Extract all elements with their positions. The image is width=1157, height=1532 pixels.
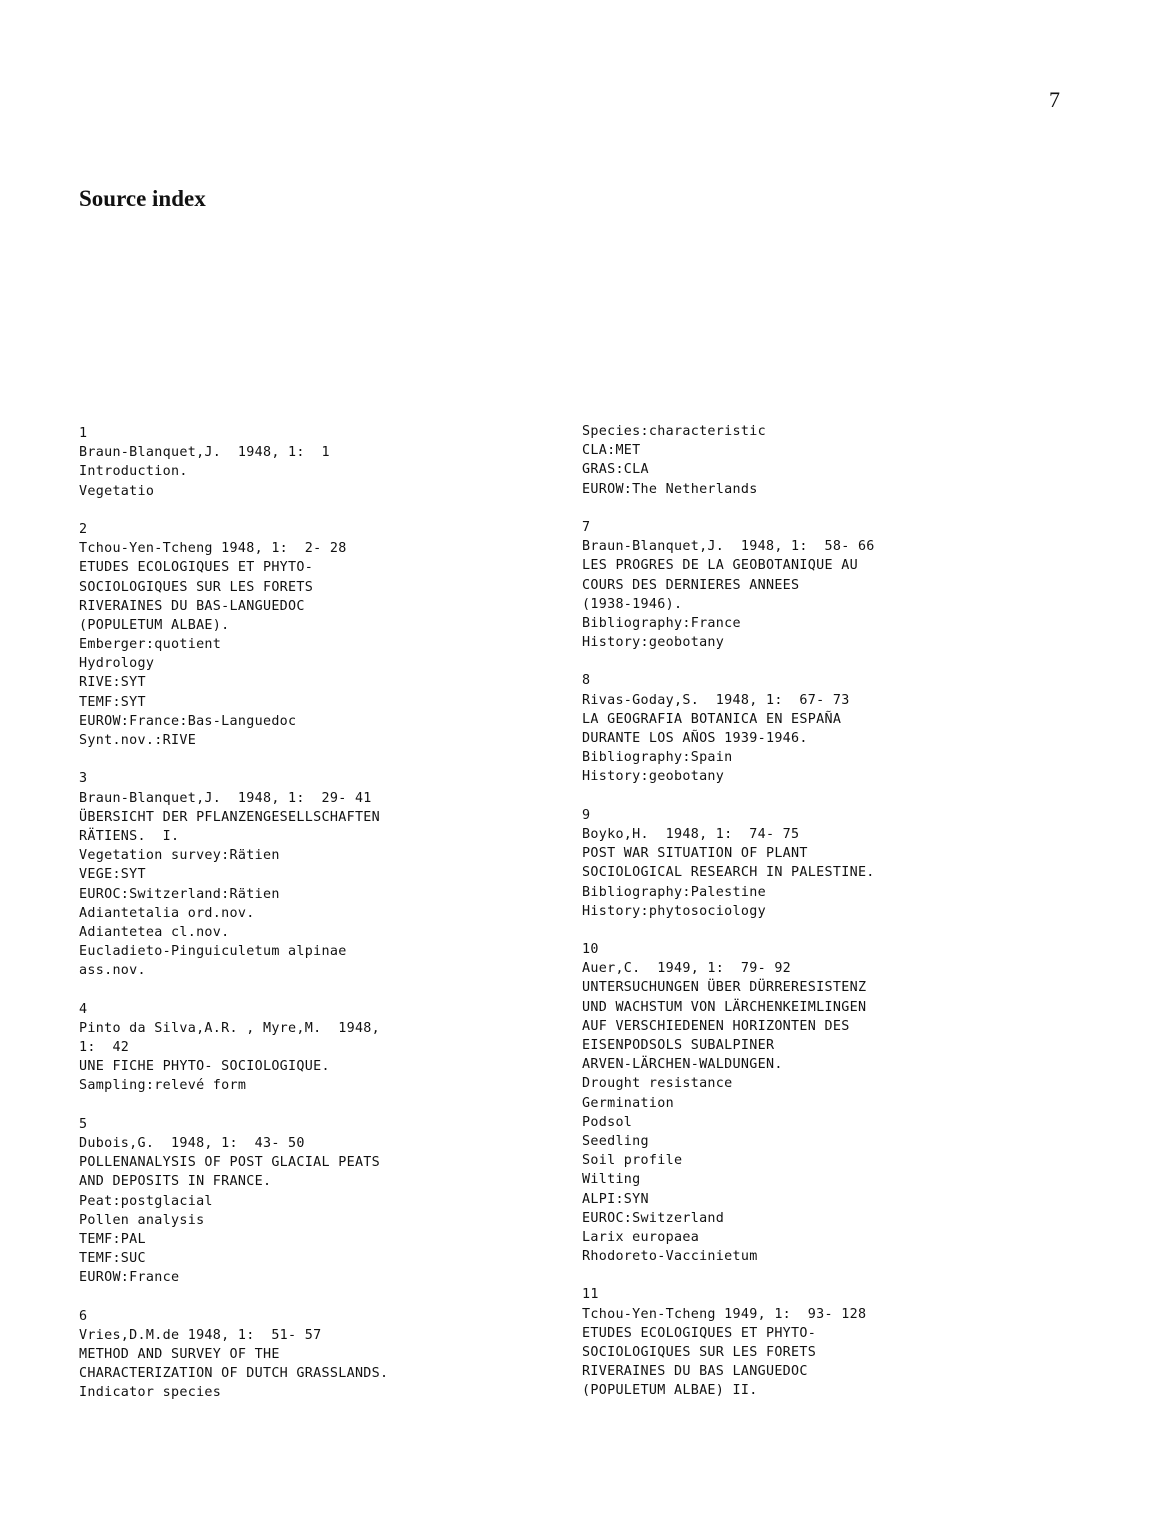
- entry-line: Germination: [582, 1095, 674, 1111]
- entry-line: (POPULETUM ALBAE) II.: [582, 1383, 758, 1399]
- entry-line: Podsol: [582, 1114, 633, 1130]
- entry-line: VEGE:SYT: [79, 867, 146, 883]
- right-column: [582, 422, 1052, 1420]
- entry-line: RÄTIENS. I.: [79, 828, 180, 844]
- entry-line: Bibliography:Spain: [582, 750, 733, 766]
- entry-line: Pollen analysis: [79, 1212, 205, 1228]
- entry-line: Bibliography:Palestine: [582, 884, 766, 900]
- entry-line: CHARACTERIZATION OF DUTCH GRASSLANDS.: [79, 1366, 389, 1382]
- entry-line: TEMF:SUC: [79, 1251, 146, 1267]
- entry-line: (1938-1946).: [582, 596, 683, 612]
- entry-line: Adiantetalia ord.nov.: [79, 905, 255, 921]
- entry-line: Rhodoreto-Vaccinietum: [582, 1249, 758, 1265]
- entry-line: POST WAR SITUATION OF PLANT: [582, 846, 808, 862]
- entry-line: Larix europaea: [582, 1229, 700, 1245]
- entry-line: Indicator species: [79, 1385, 222, 1401]
- entry-line: TEMF:PAL: [79, 1231, 146, 1247]
- entry-line: History:geobotany: [582, 769, 725, 785]
- entry-line: RIVE:SYT: [79, 675, 146, 691]
- entry-line: Bibliography:France: [582, 615, 741, 631]
- entry-line: (POPULETUM ALBAE).: [79, 617, 230, 633]
- entry-number: 1: [79, 426, 88, 441]
- entry-number: 9: [582, 807, 591, 823]
- entry-line: Wilting: [582, 1172, 641, 1188]
- entry-line: Peat:postglacial: [79, 1193, 213, 1209]
- entry-line: METHOD AND SURVEY OF THE: [79, 1347, 280, 1362]
- entry-line: SOCIOLOGIQUES SUR LES FORETS: [79, 579, 314, 595]
- entry-line: RIVERAINES DU BAS-LANGUEDOC: [79, 598, 305, 614]
- index-entry: [79, 1000, 549, 1096]
- entry-line: SOCIOLOGIQUES SUR LES FORETS: [582, 1345, 817, 1360]
- entry-line: Vegetatio: [79, 483, 155, 499]
- entry-line: AUF VERSCHIEDENEN HORIZONTEN DES: [582, 1018, 850, 1034]
- entry-line: EUROC:Switzerland:Rätien: [79, 886, 280, 902]
- index-entry: [582, 518, 1052, 652]
- entry-line: History:geobotany: [582, 635, 725, 651]
- entry-line: Dubois,G. 1948, 1: 43- 50: [79, 1135, 305, 1151]
- entry-line: ÜBERSICHT DER PFLANZENGESELLSCHAFTEN: [79, 809, 381, 825]
- entry-line: Vries,D.M.de 1948, 1: 51- 57: [79, 1327, 322, 1343]
- entry-line: EUROC:Switzerland: [582, 1210, 725, 1226]
- index-entry: [582, 1285, 1052, 1400]
- entry-number: 8: [582, 673, 591, 689]
- index-entry: [582, 940, 1052, 1266]
- entry-line: Sampling:relevé form: [79, 1078, 247, 1094]
- entry-line: GRAS:CLA: [582, 462, 649, 478]
- entry-number: 2: [79, 521, 88, 537]
- entry-line: EUROW:France:Bas-Languedoc: [79, 713, 297, 729]
- entry-line: Adiantetea cl.nov.: [79, 924, 230, 940]
- entry-number: 3: [79, 771, 88, 787]
- entry-number: 6: [79, 1308, 88, 1324]
- index-entry: [582, 422, 1052, 499]
- entry-line: Tchou-Yen-Tcheng 1949, 1: 93- 128: [582, 1306, 867, 1322]
- entry-line: ETUDES ECOLOGIQUES ET PHYTO-: [79, 560, 314, 576]
- entry-line: History:phytosociology: [582, 903, 766, 919]
- entry-line: CLA:MET: [582, 443, 641, 459]
- left-column: [79, 424, 549, 1422]
- entry-line: Tchou-Yen-Tcheng 1948, 1: 2- 28: [79, 541, 347, 557]
- entry-number: 5: [79, 1116, 88, 1132]
- entry-line: Soil profile: [582, 1153, 683, 1169]
- entry-number: 7: [582, 519, 591, 535]
- entry-number: 11: [582, 1287, 599, 1303]
- entry-line: LES PROGRES DE LA GEOBOTANIQUE AU: [582, 558, 858, 574]
- entry-line: EISENPODSOLS SUBALPINER: [582, 1038, 775, 1053]
- index-entry: [79, 520, 549, 750]
- entry-line: ARVEN-LÄRCHEN-WALDUNGEN.: [582, 1057, 783, 1073]
- entry-line: SOCIOLOGICAL RESEARCH IN PALESTINE.: [582, 865, 875, 881]
- entry-line: ALPI:SYN: [582, 1191, 649, 1207]
- page-title: Source index: [79, 186, 206, 211]
- index-entry: [79, 424, 549, 501]
- entry-line: EUROW:France: [79, 1270, 180, 1286]
- entry-line: ass.nov.: [79, 963, 146, 979]
- entry-line: Eucladieto-Pinguiculetum alpinae: [79, 944, 347, 960]
- entry-line: ETUDES ECOLOGIQUES ET PHYTO-: [582, 1325, 817, 1341]
- entry-line: EUROW:The Netherlands: [582, 481, 758, 497]
- entry-line: DURANTE LOS AÑOS 1939-1946.: [582, 731, 808, 746]
- entry-line: Species:characteristic: [582, 424, 766, 439]
- entry-line: Braun-Blanquet,J. 1948, 1: 29- 41: [79, 790, 372, 806]
- entry-line: Synt.nov.:RIVE: [79, 733, 197, 748]
- entry-line: POLLENANALYSIS OF POST GLACIAL PEATS: [79, 1155, 381, 1171]
- index-entry: [79, 1115, 549, 1288]
- entry-line: UND WACHSTUM VON LÄRCHENKEIMLINGEN: [582, 999, 867, 1015]
- entry-line: Emberger:quotient: [79, 637, 222, 653]
- index-entry: [582, 671, 1052, 786]
- entry-line: Drought resistance: [582, 1076, 733, 1092]
- entry-line: UNE FICHE PHYTO- SOCIOLOGIQUE.: [79, 1059, 330, 1075]
- entry-line: COURS DES DERNIERES ANNEES: [582, 577, 800, 593]
- entry-line: RIVERAINES DU BAS LANGUEDOC: [582, 1364, 808, 1380]
- index-entry: [582, 806, 1052, 921]
- entry-number: 4: [79, 1001, 88, 1017]
- entry-line: LA GEOGRAFIA BOTANICA EN ESPAÑA: [582, 711, 842, 727]
- entry-line: Braun-Blanquet,J. 1948, 1: 58- 66: [582, 539, 875, 555]
- entry-line: TEMF:SYT: [79, 694, 146, 710]
- entry-line: Vegetation survey:Rätien: [79, 848, 280, 864]
- entry-line: Braun-Blanquet,J. 1948, 1: 1: [79, 445, 330, 461]
- entry-line: Introduction.: [79, 464, 188, 480]
- entry-line: Rivas-Goday,S. 1948, 1: 67- 73: [582, 692, 850, 708]
- entry-line: Boyko,H. 1948, 1: 74- 75: [582, 826, 800, 842]
- entry-line: AND DEPOSITS IN FRANCE.: [79, 1174, 272, 1190]
- entry-line: Pinto da Silva,A.R. , Myre,M. 1948,: [79, 1020, 381, 1036]
- entry-line: UNTERSUCHUNGEN ÜBER DÜRRERESISTENZ: [582, 980, 867, 996]
- entry-number: 10: [582, 942, 599, 958]
- entry-line: 1: 42: [79, 1040, 130, 1055]
- page-number: 7: [1049, 87, 1060, 112]
- entry-line: Auer,C. 1949, 1: 79- 92: [582, 961, 792, 977]
- index-entry: [79, 1307, 549, 1403]
- index-entry: [79, 769, 549, 980]
- entry-line: Seedling: [582, 1133, 649, 1149]
- entry-line: Hydrology: [79, 656, 155, 672]
